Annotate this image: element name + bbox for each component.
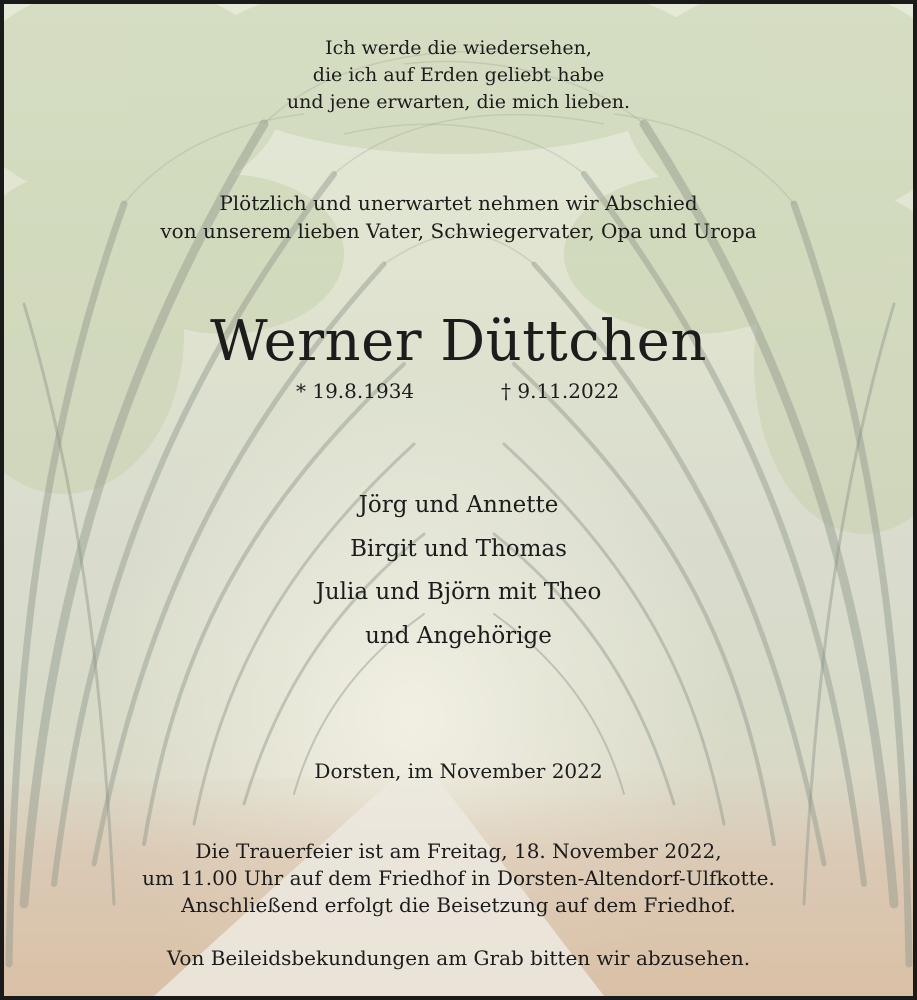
- mourners-list: [4, 484, 913, 658]
- motto-line: die ich auf Erden geliebt habe: [312, 64, 605, 86]
- motto-line: Ich werde die wiedersehen,: [325, 37, 592, 59]
- funeral-line: um 11.00 Uhr auf dem Friedhof in Dorsten-Altendorf-Ulfkotte.: [142, 866, 775, 890]
- funeral-details: [4, 838, 913, 919]
- funeral-line: Anschließend erfolgt die Beisetzung auf dem Friedhof.: [181, 893, 736, 917]
- funeral-line: Die Trauerfeier ist am Freitag, 18. November 2022,: [195, 839, 722, 863]
- mourner-line: Birgit und Thomas: [350, 535, 567, 562]
- motto-verse: [4, 35, 913, 116]
- intro-line: von unserem lieben Vater, Schwiegervater, Opa und Uropa: [160, 219, 757, 243]
- condolence-note: Von Beileidsbekundungen am Grab bitten wir abzusehen.: [166, 946, 751, 970]
- birth-date: * 19.8.1934: [296, 379, 415, 403]
- mourner-line: Julia und Björn mit Theo: [315, 579, 602, 605]
- mourner-line: Jörg und Annette: [358, 492, 559, 518]
- intro-line: Plötzlich und unerwartet nehmen wir Abschied: [219, 191, 698, 215]
- farewell-intro: [4, 189, 913, 245]
- death-date: † 9.11.2022: [501, 379, 620, 403]
- motto-line: und jene erwarten, die mich lieben.: [286, 91, 631, 113]
- deceased-name: Werner Düttchen: [210, 309, 707, 374]
- mourner-line: und Angehörige: [365, 622, 552, 649]
- place-and-date: Dorsten, im November 2022: [314, 759, 603, 783]
